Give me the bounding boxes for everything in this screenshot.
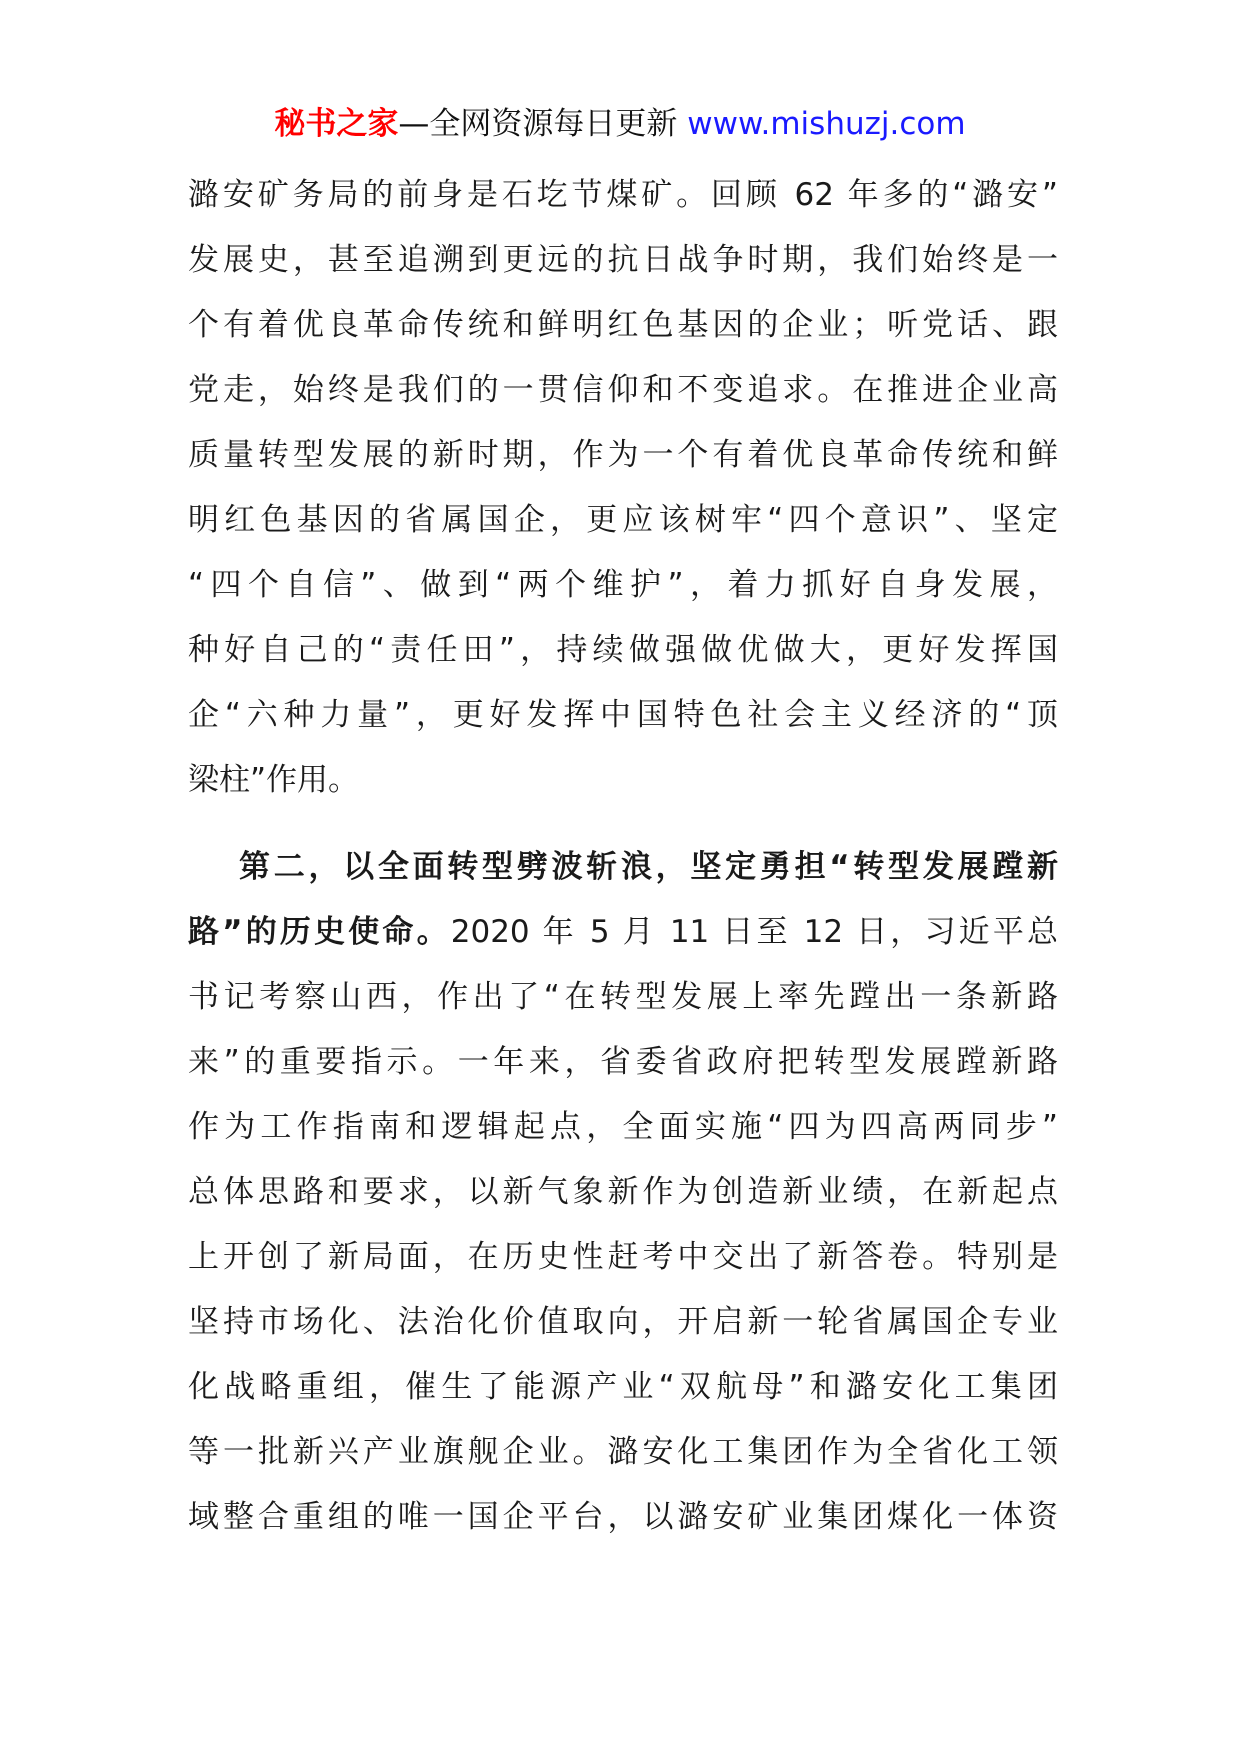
document-body [188,163,1058,1550]
text-line: 等一批新兴产业旗舰企业。潞安化工集团作为全省化工领 [188,1434,1058,1470]
text-line: 来”的重要指示。一年来，省委省政府把转型发展蹚新路 [188,1044,1058,1080]
text-line [188,900,1058,965]
text-line: 种好自己的“责任田”，持续做强做优做大，更好发挥国 [188,632,1058,668]
text-line: 域整合重组的唯一国企平台，以潞安矿业集团煤化一体资 [188,1499,1058,1535]
section-heading: 第二，以全面转型劈波斩浪，坚定勇担“转型发展蹚新 [239,849,1058,885]
text-line: 书记考察山西，作出了“在转型发展上率先蹚出一条新路 [188,979,1058,1015]
paragraph-1 [188,163,1058,813]
site-header [0,104,1240,144]
text-run: 2020 年 5 月 11 日至 12 日，习近平总 [450,914,1058,950]
text-line: “四个自信”、做到“两个维护”，着力抓好自身发展， [188,567,1058,603]
text-line: 党走，始终是我们的一贯信仰和不变追求。在推进企业高 [188,372,1058,408]
text-line: 作为工作指南和逻辑起点，全面实施“四为四高两同步” [188,1109,1058,1145]
text-line: 化战略重组，催生了能源产业“双航母”和潞安化工集团 [188,1369,1058,1405]
paragraph-spacer [188,813,1058,835]
text-line: 上开创了新局面，在历史性赶考中交出了新答卷。特别是 [188,1239,1058,1275]
site-url-link[interactable]: www.mishuzj.com [687,106,966,142]
site-tagline: —全网资源每日更新 [398,106,678,142]
text-line: 梁柱”作用。 [188,762,360,798]
text-line: 明红色基因的省属国企，更应该树牢“四个意识”、坚定 [188,502,1058,538]
text-line: 发展史，甚至追溯到更远的抗日战争时期，我们始终是一 [188,242,1058,278]
text-line: 潞安矿务局的前身是石圪节煤矿。回顾 62 年多的“潞安” [188,177,1058,213]
text-line: 质量转型发展的新时期，作为一个有着优良革命传统和鲜 [188,437,1058,473]
text-line: 坚持市场化、法治化价值取向，开启新一轮省属国企专业 [188,1304,1058,1340]
text-line: 个有着优良革命传统和鲜明红色基因的企业；听党话、跟 [188,307,1058,343]
text-line: 企“六种力量”，更好发挥中国特色社会主义经济的“顶 [188,697,1058,733]
section-heading-end: 路”的历史使命。 [188,914,451,950]
site-brand: 秘书之家 [274,106,399,142]
paragraph-2 [188,835,1058,1550]
text-line: 总体思路和要求，以新气象新作为创造新业绩，在新起点 [188,1174,1058,1210]
